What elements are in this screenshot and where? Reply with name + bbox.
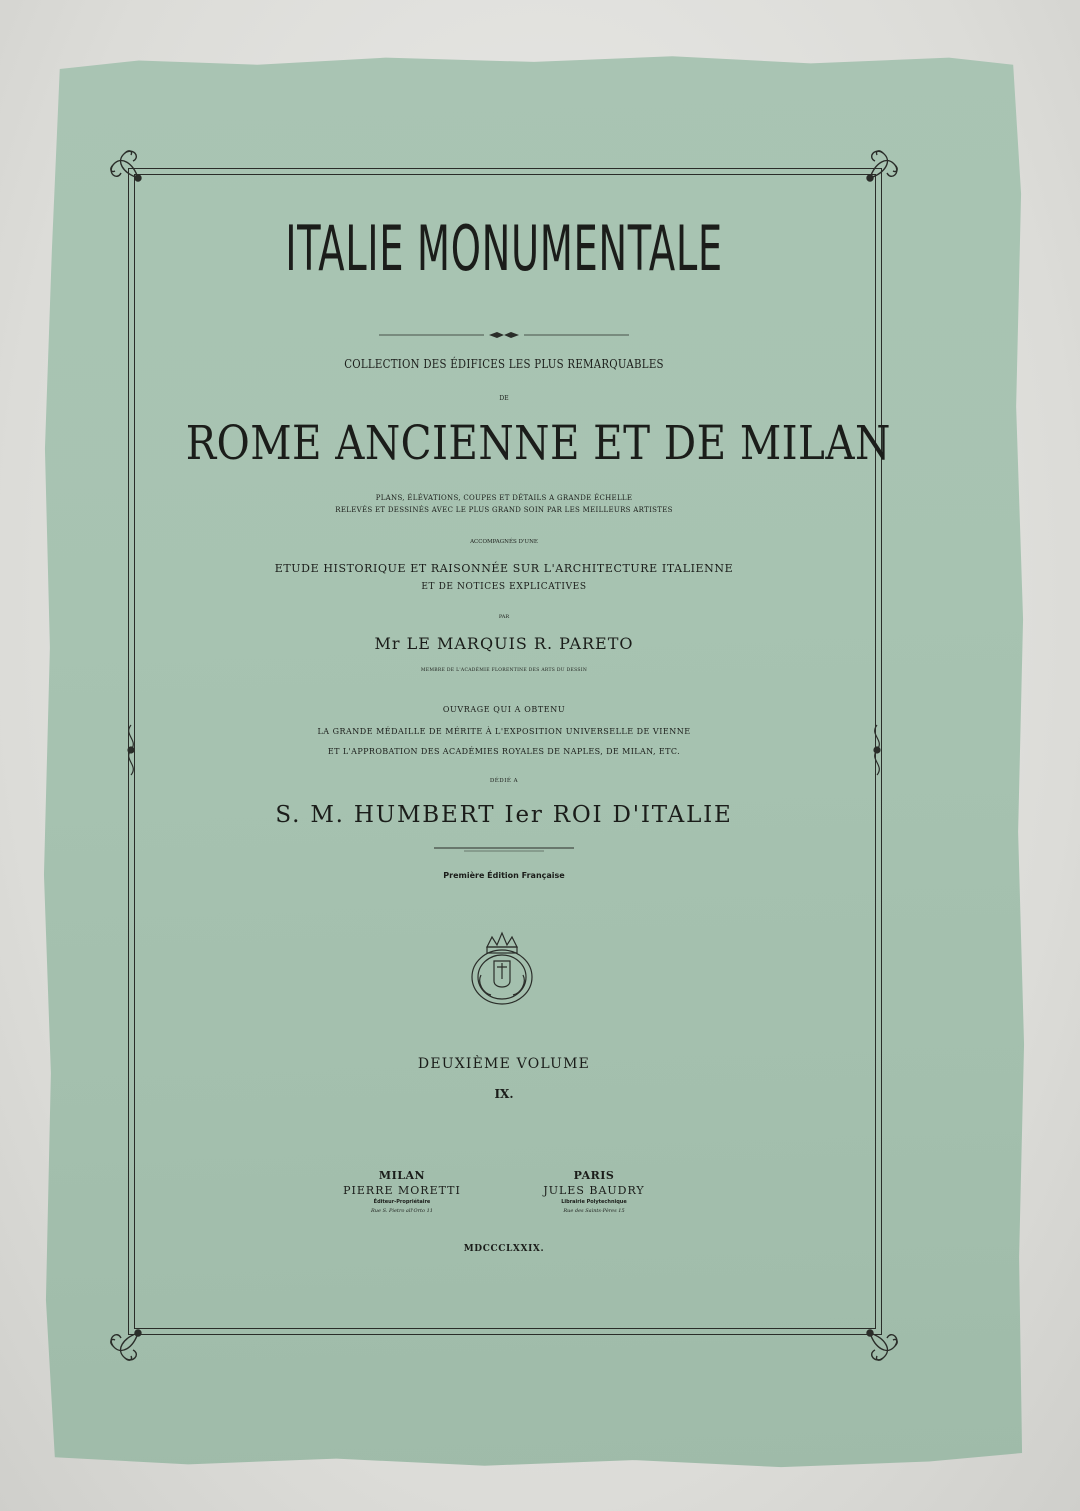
award-line-2: LA GRANDE MÉDAILLE DE MÉRITE À L'EXPOSITION UNIVERSELLE DE VIENNE [317, 727, 691, 736]
dedication-label: DÉDIÉ A [489, 778, 519, 784]
title-rule-ornament [379, 329, 629, 341]
publication-year: MDCCCLXXIX. [463, 1244, 545, 1254]
etude-line-2: ET DE NOTICES EXPLICATIVES [421, 582, 587, 592]
dedication-rule [434, 843, 574, 853]
accompagnes-text: ACCOMPAGNÉS D'UNE [470, 539, 538, 545]
edition-text: Première Édition Française [443, 871, 565, 880]
collection-subtitle: COLLECTION DES ÉDIFICES LES PLUS REMARQUABLES [344, 357, 664, 371]
publisher-city: MILAN [378, 1169, 426, 1182]
volume-part: IX. [494, 1087, 514, 1101]
subtitle-de: DE [499, 395, 509, 402]
title-page-content [134, 174, 891, 1327]
par-text: PAR [498, 614, 510, 620]
author-membership: MEMBRE DE L'ACADÉMIE FLORENTINE DES ARTS DU DESSIN [420, 668, 588, 673]
publisher-crest-emblem [467, 929, 537, 1009]
publisher-milan [292, 1169, 512, 1214]
publisher-role: Éditeur-Propriétaire [373, 1199, 431, 1205]
publisher-name: JULES BAUDRY [543, 1184, 645, 1197]
etude-line-1: ETUDE HISTORIQUE ET RAISONNÉE SUR L'ARCHITECTURE ITALIENNE [274, 562, 734, 575]
publisher-city: PARIS [573, 1169, 615, 1182]
main-title: ITALIE MONUMENTALE [285, 212, 723, 285]
plans-line-1: PLANS, ÉLÉVATIONS, COUPES ET DÉTAILS A GRANDE ÉCHELLE [375, 494, 633, 502]
dedicatee-name: S. M. HUMBERT Ier ROI D'ITALIE [275, 802, 733, 828]
volume-title: DEUXIÈME VOLUME [417, 1056, 591, 1072]
award-line-1: OUVRAGE QUI A OBTENU [442, 705, 566, 714]
publisher-address: Rue S. Pietro all'Orto 11 [371, 1208, 433, 1214]
publisher-name: PIERRE MORETTI [343, 1184, 461, 1197]
rome-milan-title: ROME ANCIENNE ET DE MILAN [185, 416, 891, 471]
plans-line-2: RELEVÉS ET DESSINÉS AVEC LE PLUS GRAND SOIN PAR LES MEILLEURS ARTISTES [335, 506, 673, 514]
author-name: Mr LE MARQUIS R. PARETO [374, 634, 634, 653]
publisher-paris [484, 1169, 704, 1214]
publisher-address: Rue des Saints-Pères 15 [563, 1208, 625, 1214]
award-line-3: ET L'APPROBATION DES ACADÉMIES ROYALES DE NAPLES, DE MILAN, ETC. [327, 747, 681, 756]
publisher-role: Librairie Polytechnique [561, 1199, 627, 1205]
